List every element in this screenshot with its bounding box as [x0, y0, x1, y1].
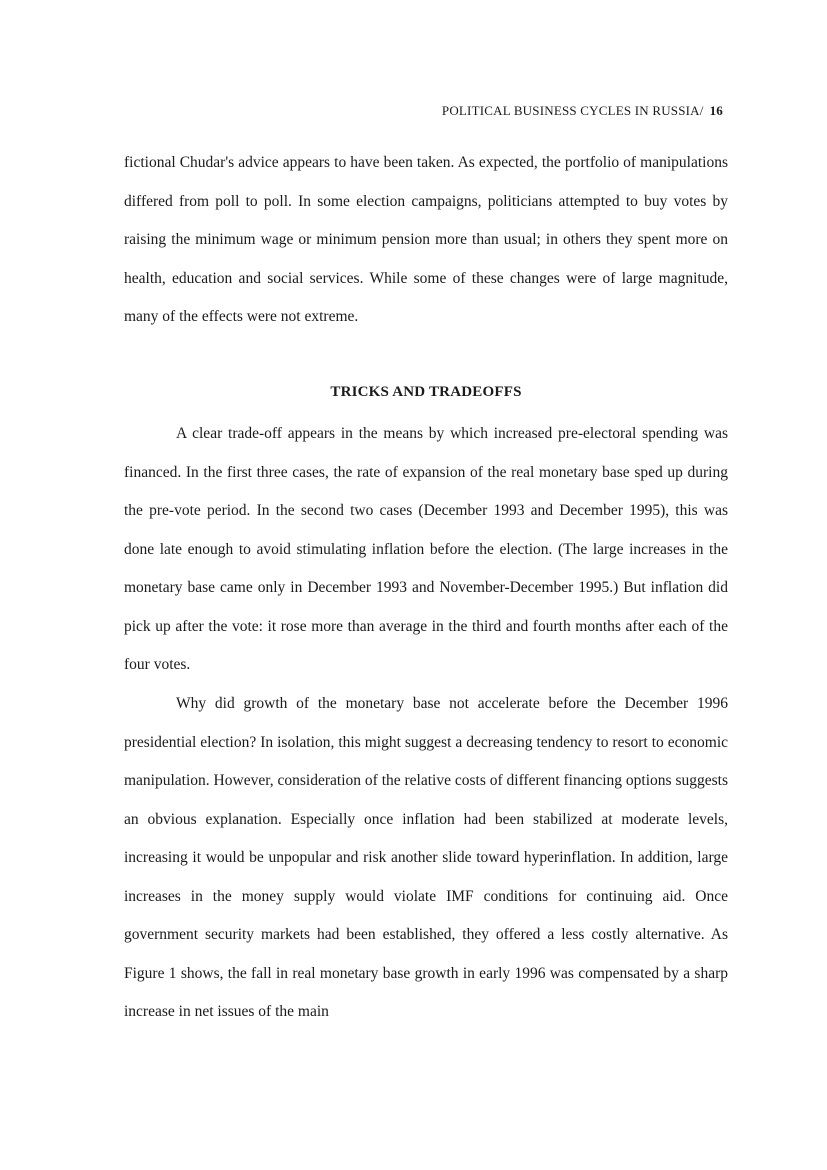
running-title: POLITICAL BUSINESS CYCLES IN RUSSIA/: [441, 103, 704, 118]
paragraph-block-1: [124, 144, 728, 337]
paragraph-block-3: [124, 685, 728, 1032]
running-header: [380, 103, 723, 119]
section-heading: TRICKS AND TRADEOFFS: [330, 384, 522, 400]
paragraph-block-2: [124, 415, 728, 685]
paragraph: A clear trade-off appears in the means by which increased pre-electoral spending was financed. In the first three cases, the rate of expansion of the real monetary base sped up during the pre-vote period. In the second two cases (December 1993 and December 1995), this was done late enough to avoid stimulating inflation before the election. (The large increases in the monetary base came only in December 1993 and November-December 1995.) But inflation did pick up after the vote: it rose more than average in the third and fourth months after each of the four votes.: [124, 425, 728, 673]
paragraph-continued: fictional Chudar's advice appears to have been taken. As expected, the portfolio of manipulations differed from poll to poll. In some election campaigns, politicians attempted to buy votes by raising the minimum wage or minimum pension more than usual; in others they spent more on health, education and social services. While some of these changes were of large magnitude, many of the effects were not extreme.: [124, 154, 728, 325]
page-number: 16: [709, 103, 723, 118]
paragraph: Why did growth of the monetary base not accelerate before the December 1996 presidential election? In isolation, this might suggest a decreasing tendency to resort to economic manipulation. However, consideration of the relative costs of different financing options suggests an obvious explanation. Especially once inflation had been stabilized at moderate levels, increasing it would be unpopular and risk another slide toward hyperinflation. In addition, large increases in the money supply would violate IMF conditions for continuing aid. Once government security markets had been established, they offered a less costly alternative. As Figure 1 shows, the fall in real monetary base growth in early 1996 was compensated by a sharp increase in net issues of the main: [124, 695, 728, 1020]
